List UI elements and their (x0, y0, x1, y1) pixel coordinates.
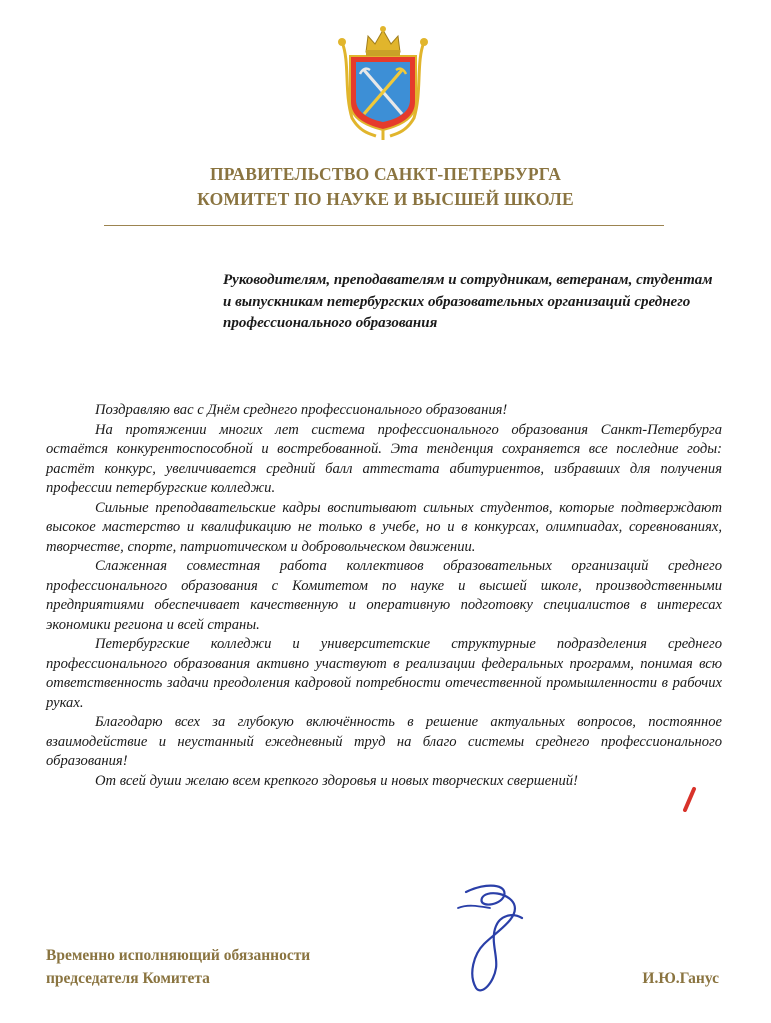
addressee-block: Руководителям, преподавателям и сотрудникам, ветеранам, студентам и выпускникам петербургских образовательных организаций среднего профессионального образования (223, 272, 713, 331)
body-paragraph: Благодарю всех за глубокую включённость в решение актуальных вопросов, постоянное взаимодействие и неустанный ежедневный труд на благо системы среднего профессионального образования! (46, 714, 722, 769)
body-paragraph: На протяжении многих лет система профессионального образования Санкт-Петербурга остаётся конкурентоспособной и востребованной. Эта тенденция сохраняется все последние годы: растёт конкурс, увеличивается средний балл аттестата абитуриентов, избравших для получения профессии петербургские колледжи. (46, 421, 722, 496)
body-paragraph: Слаженная совместная работа коллективов образовательных организаций среднего профессионального образования с Комитетом по науке и высшей школе, производственными предприятиями обеспечивает качественную и оперативную подготовку специалистов в интересах экономики региона и всей страны. (46, 558, 722, 633)
signatory-name: И.Ю.Ганус (642, 970, 719, 987)
body-paragraph: Петербургские колледжи и университетские структурные подразделения среднего профессионального образования активно участвуют в реализации федеральных программ, понимая всю ответственность задачи преодоления кадровой потребности отечественной промышленности в рабочих руках. (46, 636, 722, 711)
signatory-title (46, 944, 310, 990)
closing-paragraph: От всей души желаю всем крепкого здоровья и новых творческих свершений! (95, 772, 578, 789)
st-petersburg-coat-of-arms-icon (330, 22, 436, 144)
letter-body (46, 401, 722, 791)
body-paragraph: Сильные преподавательские кадры воспитывают сильных студентов, которые подтверждают высокое мастерство и квалификацию не только в учебе, но и в конкурсах, олимпиадах, соревнованиях, творчестве, спорте, патриотическом и добровольческом движении. (46, 499, 722, 555)
header-line-committee: КОМИТЕТ ПО НАУКЕ И ВЫСШЕЙ ШКОЛЕ (197, 189, 574, 209)
red-pen-mark-icon (682, 786, 698, 812)
greeting-paragraph: Поздравляю вас с Днём среднего профессионального образования! (95, 402, 508, 418)
signatory-title-line: председателя Комитета (46, 970, 210, 987)
handwritten-signature (438, 878, 548, 996)
organization-header (0, 162, 771, 212)
header-line-government: ПРАВИТЕЛЬСТВО САНКТ-ПЕТЕРБУРГА (209, 164, 562, 184)
signatory-title-line: Временно исполняющий обязанности (46, 947, 311, 964)
header-divider (104, 225, 664, 226)
